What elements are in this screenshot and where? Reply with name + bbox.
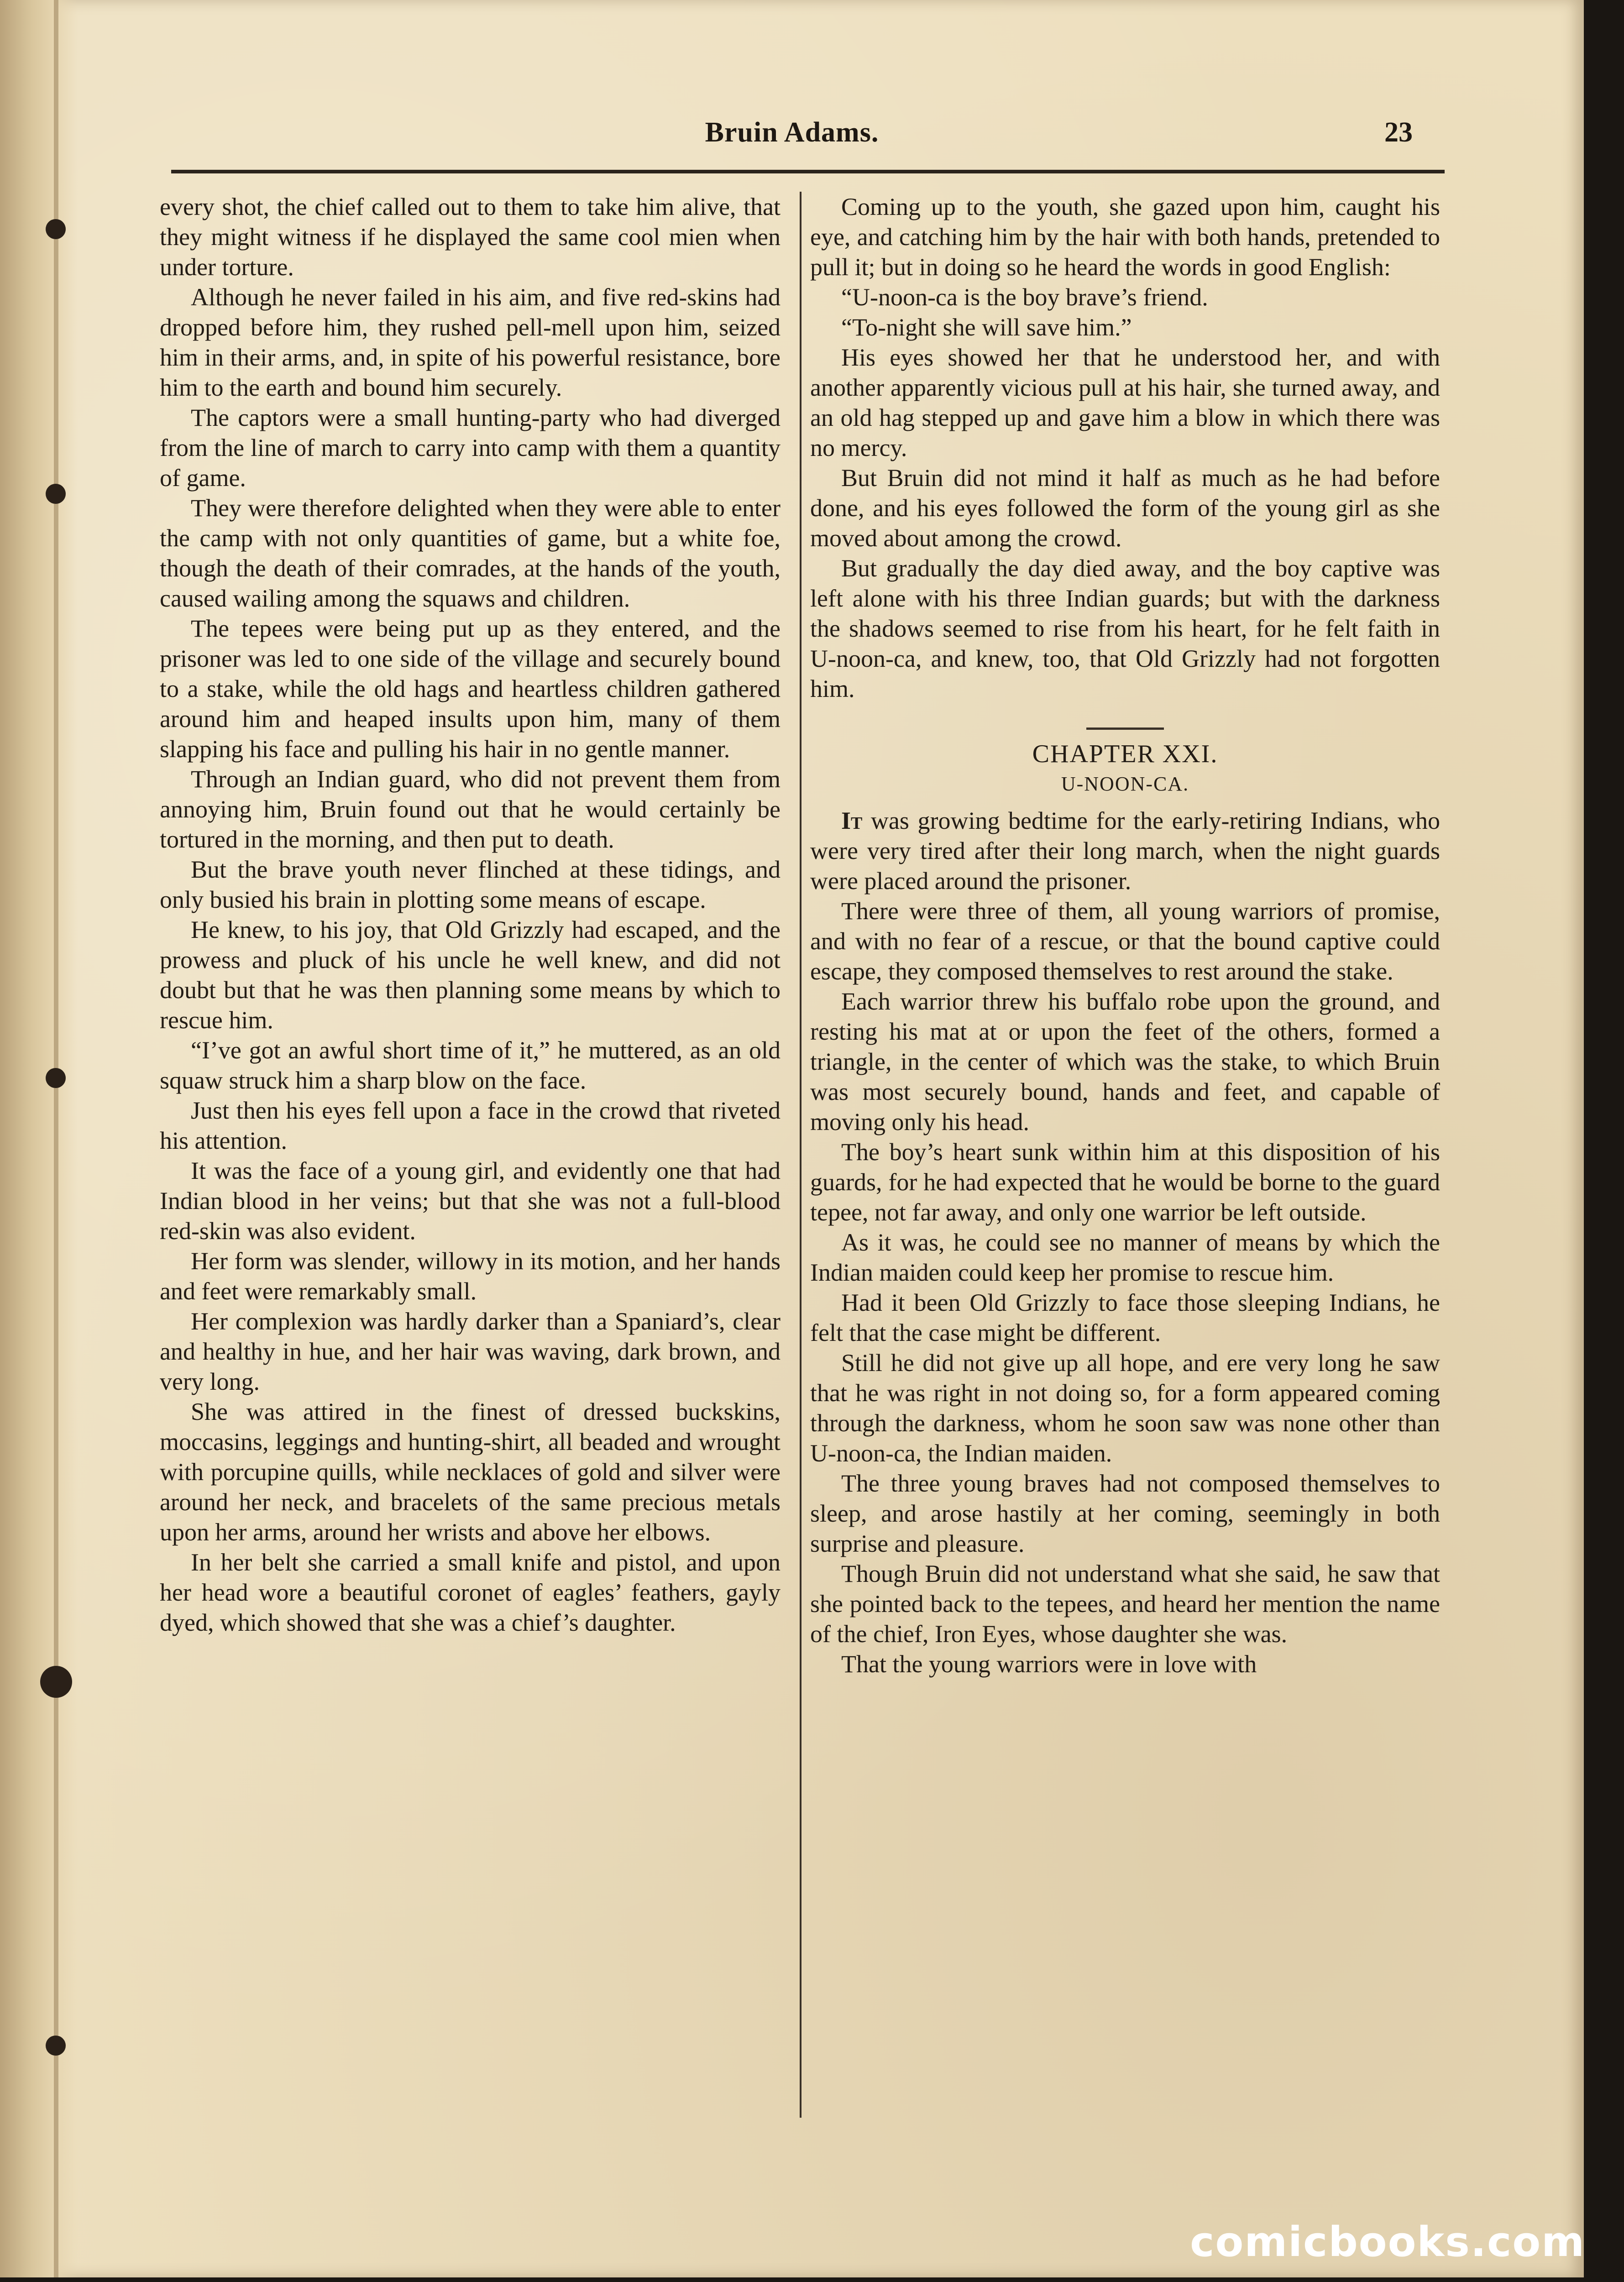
paragraph: The boy’s heart sunk within him at this disposition of his guards, for he had expected that he would be borne to the guard tepee, not far away, and only one warrior be left outside.: [810, 1138, 1440, 1226]
paragraph: But Bruin did not mind it half as much as he had before done, and his eyes followed the form of the young girl as she moved about among the crowd.: [810, 464, 1440, 552]
paragraph: Her complexion was hardly darker than a Spaniard’s, clear and healthy in hue, and her hair was waving, dark brown, and very long.: [160, 1308, 781, 1395]
paragraph: His eyes showed her that he understood her, and with another apparently vicious pull at his hair, she turned away, and an old hag stepped up and gave him a blow in which there was no mercy.: [810, 344, 1440, 461]
paragraph: Though Bruin did not understand what she said, he saw that she pointed back to the tepees, and heard her mention the name of the chief, Iron Eyes, whose daughter she was.: [810, 1560, 1440, 1648]
paragraph: Had it been Old Grizzly to face those sleeping Indians, he felt that the case might be different.: [810, 1289, 1440, 1346]
chapter-first-text: was growing bedtime for the early-retiring Indians, who were very tired after their long march, when the night guards were placed around the prisoner.: [810, 807, 1440, 895]
paragraph: As it was, he could see no manner of means by which the Indian maiden could keep her promise to rescue him.: [810, 1229, 1440, 1286]
paragraph: Coming up to the youth, she gazed upon him, caught his eye, and catching him by the hair with both hands, pretended to pull it; but in doing so he heard the words in good English:: [810, 193, 1440, 281]
paragraph: every shot, the chief called out to them to take him alive, that they might witness if he displayed the same cool mien when under torture.: [160, 193, 781, 281]
right-column: [810, 192, 1440, 1679]
page-header: [171, 116, 1413, 162]
paragraph: The tepees were being put up as they entered, and the prisoner was led to one side of the village and securely bound to a stake, while the old hags and heartless children gathered around him and heaped insults upon him, many of them slapping his face and pulling his hair in no gentle manner.: [160, 615, 781, 763]
dialogue-line: “U-noon-ca is the boy brave’s friend.: [841, 283, 1208, 311]
binding-gutter: [0, 0, 78, 2277]
paragraph: The captors were a small hunting-party who had diverged from the line of march to carry into camp with them a quantity of game.: [160, 404, 781, 492]
chapter-opening-paragraph: [810, 806, 1440, 896]
chapter-subtitle: U-NOON-CA.: [1061, 773, 1189, 795]
paragraph: But gradually the day died away, and the boy captive was left alone with his three Indian guards; but with the darkness the shadows seemed to rise from his heart, for he felt faith in U-noon-ca, and knew, too, that Old Grizzly had not forgotten him.: [810, 555, 1440, 702]
site-watermark: comicbooks.com: [1190, 2218, 1585, 2266]
chapter-heading: [810, 728, 1440, 799]
paragraph: “I’ve got an awful short time of it,” he muttered, as an old squaw struck him a sharp blow on the face.: [160, 1036, 781, 1094]
paragraph: But the brave youth never flinched at these tidings, and only busied his brain in plotting some means of escape.: [160, 856, 781, 913]
paragraph: They were therefore delighted when they were able to enter the camp with not only quantities of game, but a white foe, though the death of their comrades, at the hands of the youth, caused wailing among the squaws and children.: [160, 494, 781, 612]
paragraph: Still he did not give up all hope, and ere very long he saw that he was right in not doing so, for a form appeared coming through the darkness, whom he soon saw was none other than U-noon-ca, the Indian maiden.: [810, 1349, 1440, 1467]
paragraph: Although he never failed in his aim, and five red-skins had dropped before him, they rushed pell-mell upon him, seized him in their arms, and, in spite of his powerful resistance, bore him to the earth and bound him securely.: [160, 283, 781, 401]
paragraph: In her belt she carried a small knife and pistol, and upon her head wore a beautiful coronet of eagles’ feathers, gayly dyed, which showed that she was a chief’s daughter.: [160, 1549, 781, 1636]
chapter-rule: [1086, 728, 1164, 730]
paragraph: She was attired in the finest of dressed buckskins, moccasins, leggings and hunting-shirt, all beaded and wrought with porcupine quills, while necklaces of gold and silver were around her neck, and bracelets of the same precious metals upon her arms, around her wrists and above her elbows.: [160, 1398, 781, 1546]
paragraph: Each warrior threw his buffalo robe upon the ground, and resting his mat at or upon the feet of the others, formed a triangle, in the center of which was the stake, to which Bruin was most securely bound, hands and feet, and capable of moving only his head.: [810, 988, 1440, 1136]
page-number: 23: [1384, 117, 1413, 148]
paragraph: He knew, to his joy, that Old Grizzly had escaped, and the prowess and pluck of his uncle he well knew, and did not doubt but that he was then planning some means by which to rescue him.: [160, 916, 781, 1034]
left-column: [160, 192, 781, 1638]
binding-fold: [54, 0, 58, 2277]
paragraph: That the young warriors were in love with: [841, 1650, 1257, 1678]
paragraph: Just then his eyes fell upon a face in the crowd that riveted his attention.: [160, 1097, 781, 1154]
header-rule: [171, 170, 1445, 173]
paragraph: Through an Indian guard, who did not prevent them from annoying him, Bruin found out that he would certainly be tortured in the morning, and then put to death.: [160, 765, 781, 853]
paragraph: The three young braves had not composed themselves to sleep, and arose hastily at her coming, seemingly in both surprise and pleasure.: [810, 1470, 1440, 1557]
binding-hole: [40, 1666, 72, 1698]
column-divider: [800, 192, 802, 2118]
paragraph: It was the face of a young girl, and evidently one that had Indian blood in her veins; but that she was not a full-blood red-skin was also evident.: [160, 1157, 781, 1245]
binding-hole: [46, 1068, 66, 1088]
paragraph: There were three of them, all young warriors of promise, and with no fear of a rescue, or that the bound captive could escape, they composed themselves to rest around the stake.: [810, 897, 1440, 985]
binding-hole: [46, 219, 66, 239]
chapter-first-word: It: [841, 807, 863, 834]
binding-hole: [46, 2036, 66, 2056]
binding-hole: [46, 484, 66, 504]
chapter-title: CHAPTER XXI.: [1032, 740, 1218, 768]
running-head: Bruin Adams.: [705, 117, 879, 148]
paragraph: Her form was slender, willowy in its motion, and her hands and feet were remarkably small.: [160, 1247, 781, 1305]
dialogue-line: “To-night she will save him.”: [841, 314, 1132, 341]
